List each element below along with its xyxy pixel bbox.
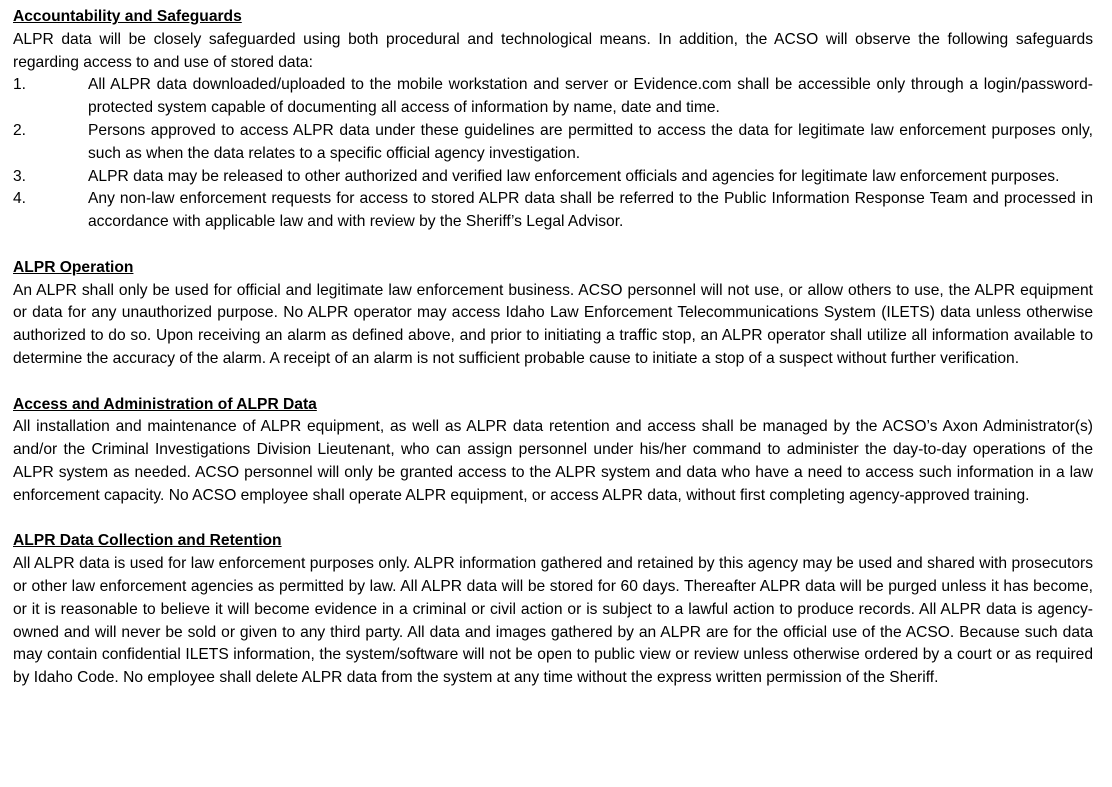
- list-item-text: All ALPR data downloaded/uploaded to the mobile workstation and server or Evidence.com shall be accessible only through a login/password-protected system capable of documenting all access of information by name, date and time.: [88, 76, 1093, 117]
- section-body: An ALPR shall only be used for official and legitimate law enforcement business. ACSO personnel will not use, or allow others to use, the ALPR equipment or data for any unauthorized purpose. No ALPR operator may access Idaho Law Enforcement Telecommunications System (ILETS) data unless otherwise authorized to do so. Upon receiving an alarm as defined above, and prior to initiating a traffic stop, an ALPR operator shall utilize all information available to determine the accuracy of the alarm. A receipt of an alarm is not sufficient probable cause to initiate a stop of a suspect without further verification.: [13, 281, 1093, 367]
- list-number: 2.: [13, 121, 27, 139]
- section-collection-retention: [13, 530, 1093, 690]
- list-item: [13, 74, 1093, 120]
- section-heading: Access and Administration of ALPR Data: [13, 395, 317, 413]
- list-item-text: Persons approved to access ALPR data under these guidelines are permitted to access the data for legitimate law enforcement purposes only, such as when the data relates to a specific official agency investigation.: [88, 121, 1093, 162]
- section-heading: ALPR Data Collection and Retention: [13, 532, 282, 550]
- list-item: [13, 120, 1093, 166]
- document: [13, 6, 1093, 690]
- section-intro: ALPR data will be closely safeguarded using both procedural and technological means. In addition, the ACSO will observe the following safeguards regarding access to and use of stored data:: [13, 30, 1093, 71]
- safeguards-list: [13, 74, 1093, 234]
- section-heading: Accountability and Safeguards: [13, 8, 242, 25]
- list-number: 3.: [13, 167, 27, 185]
- section-access-administration: [13, 394, 1093, 508]
- section-accountability: [13, 6, 1093, 234]
- list-number: 1.: [13, 76, 27, 94]
- list-item-text: Any non-law enforcement requests for access to stored ALPR data shall be referred to the Public Information Response Team and processed in accordance with applicable law and with review by the Sheriff’s Legal Advisor.: [88, 190, 1093, 231]
- list-number: 4.: [13, 190, 27, 208]
- section-body: All installation and maintenance of ALPR equipment, as well as ALPR data retention and access shall be managed by the ACSO’s Axon Administrator(s) and/or the Criminal Investigations Division Lieutenant, who can assign personnel under his/her command to administer the day-to-day operations of the ALPR system as needed. ACSO personnel will only be granted access to the ALPR system and data who have a need to access such information in a law enforcement capacity. No ACSO employee shall operate ALPR equipment, or access ALPR data, without first completing agency-approved training.: [13, 418, 1093, 504]
- section-heading: ALPR Operation: [13, 258, 134, 276]
- list-item-text: ALPR data may be released to other authorized and verified law enforcement officials and agencies for legitimate law enforcement purposes.: [88, 167, 1060, 185]
- list-item: [13, 188, 1093, 234]
- list-item: [13, 166, 1093, 189]
- section-alpr-operation: [13, 257, 1093, 371]
- section-body: All ALPR data is used for law enforcement purposes only. ALPR information gathered and retained by this agency may be used and shared with prosecutors or other law enforcement agencies as permitted by law. All ALPR data will be stored for 60 days. Thereafter ALPR data will be purged unless it has become, or it is reasonable to believe it will become evidence in a criminal or civil action or is subject to a lawful action to produce records. All ALPR data is agency-owned and will never be sold or given to any third party. All data and images gathered by an ALPR are for the official use of the ACSO. Because such data may contain confidential ILETS information, the system/software will not be open to public view or review unless otherwise ordered by a court or as required by Idaho Code. No employee shall delete ALPR data from the system at any time without the express written permission of the Sheriff.: [13, 555, 1093, 687]
